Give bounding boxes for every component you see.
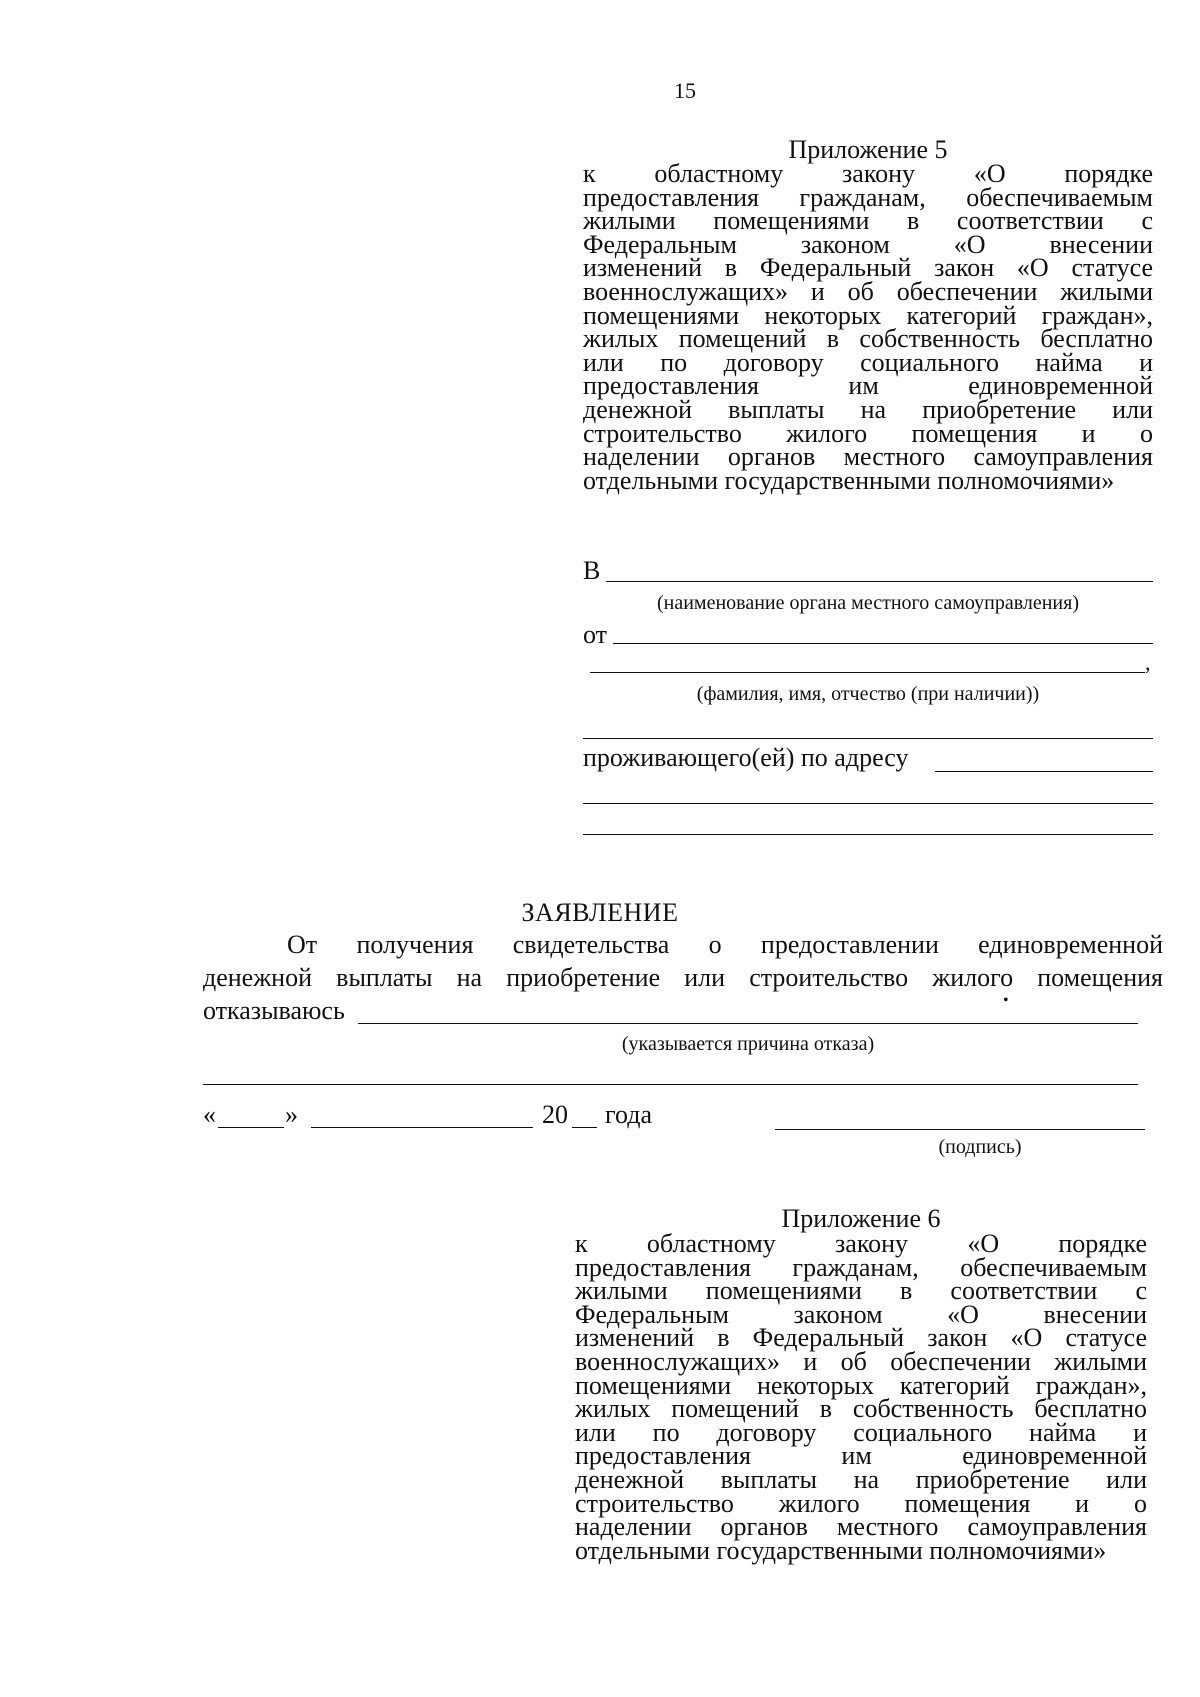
address-label: проживающего(ей) по адресу [583,743,909,772]
authority-name-line[interactable] [606,581,1153,582]
appendix5-line: военнослужащих» и об обеспечении жилыми [583,276,1153,306]
appendix6-line: отдельными государственными полномочиями» [575,1535,1107,1565]
year-line[interactable] [572,1127,597,1128]
month-line[interactable] [311,1127,533,1128]
appendix5-line: помещениями некоторых категорий граждан», [583,300,1153,330]
appendix6-line: жилыми помещениями в соответствии с [575,1276,1147,1306]
appendix6-line: изменений в Федеральный закон «О статусе [575,1323,1147,1353]
date-open-quote: « [203,1100,216,1129]
appendix6-line: Федеральным законом «О внесении [575,1299,1147,1329]
appendix6-text [575,1229,1147,1565]
from-label: от [583,620,608,649]
appendix6-line: или по договору социального найма и [575,1417,1147,1447]
signature-line[interactable] [775,1129,1145,1130]
appendix5-line: или по договору социального найма и [583,347,1153,377]
appendix5-line: предоставления гражданам, обеспечиваемым [583,182,1153,212]
appendix6-line: военнослужащих» и об обеспечении жилыми [575,1346,1147,1376]
appendix5-line: строительство жилого помещения и о [583,418,1153,448]
name-caption: (фамилия, имя, отчество (при наличии)) [696,683,1040,705]
reason-line-1[interactable] [358,1023,1138,1024]
reason-line-2[interactable] [203,1084,1138,1085]
statement-line-1: От получения свидетельства о предоставлении единовременной [287,930,1163,959]
appendix5-line: жилых помещений в собственность бесплатно [583,324,1153,354]
appendix6-line: наделении органов местного самоуправления [575,1512,1147,1542]
appendix6-line: строительство жилого помещения и о [575,1488,1147,1518]
appendix5-line: отдельными государственными полномочиями» [583,465,1115,495]
address-line-3[interactable] [583,834,1153,835]
comma: , [1145,650,1151,675]
applicant-name-line-1[interactable] [613,643,1153,644]
appendix5-title: Приложение 5 [788,135,948,164]
appendix5-line: жилыми помещениями в соответствии с [583,206,1153,236]
to-label: В [583,556,601,585]
address-line-1[interactable] [935,771,1153,772]
appendix5-line: Федеральным законом «О внесении [583,229,1153,259]
appendix5-line: к областному закону «О порядке [583,159,1153,188]
reason-caption: (указывается причина отказа) [621,1033,875,1055]
refuse-label: отказываюсь [203,996,345,1025]
appendix6-line: денежной выплаты на приобретение или [575,1464,1147,1494]
signature-caption: (подпись) [938,1136,1022,1158]
applicant-name-line-2[interactable] [590,672,1145,673]
date-close-quote: » [285,1100,298,1129]
applicant-extra-line[interactable] [583,738,1153,739]
appendix6-line: помещениями некоторых категорий граждан», [575,1370,1147,1400]
year-prefix: 20 [542,1100,568,1129]
dot-mark: • [1003,992,1009,1009]
statement-line-2: денежной выплаты на приобретение или строительство жилого помещения [203,963,1163,992]
appendix6-line: к областному закону «О порядке [575,1229,1147,1258]
statement-title: ЗАЯВЛЕНИЕ [521,898,679,927]
appendix5-line: изменений в Федеральный закон «О статусе [583,253,1153,283]
appendix5-line: денежной выплаты на приобретение или [583,394,1153,424]
appendix6-line: предоставления гражданам, обеспечиваемым [575,1252,1147,1282]
year-suffix: года [605,1100,653,1129]
page-number: 15 [674,78,696,103]
address-line-2[interactable] [583,803,1153,804]
appendix6-line: предоставления им единовременной [575,1441,1147,1471]
appendix6-title: Приложение 6 [781,1204,941,1233]
appendix6-line: жилых помещений в собственность бесплатно [575,1394,1147,1424]
day-line[interactable] [218,1127,284,1128]
appendix5-line: предоставления им единовременной [583,371,1153,401]
appendix5-line: наделении органов местного самоуправления [583,442,1153,472]
authority-caption: (наименование органа местного самоуправления) [656,592,1079,614]
appendix5-text [583,159,1153,495]
